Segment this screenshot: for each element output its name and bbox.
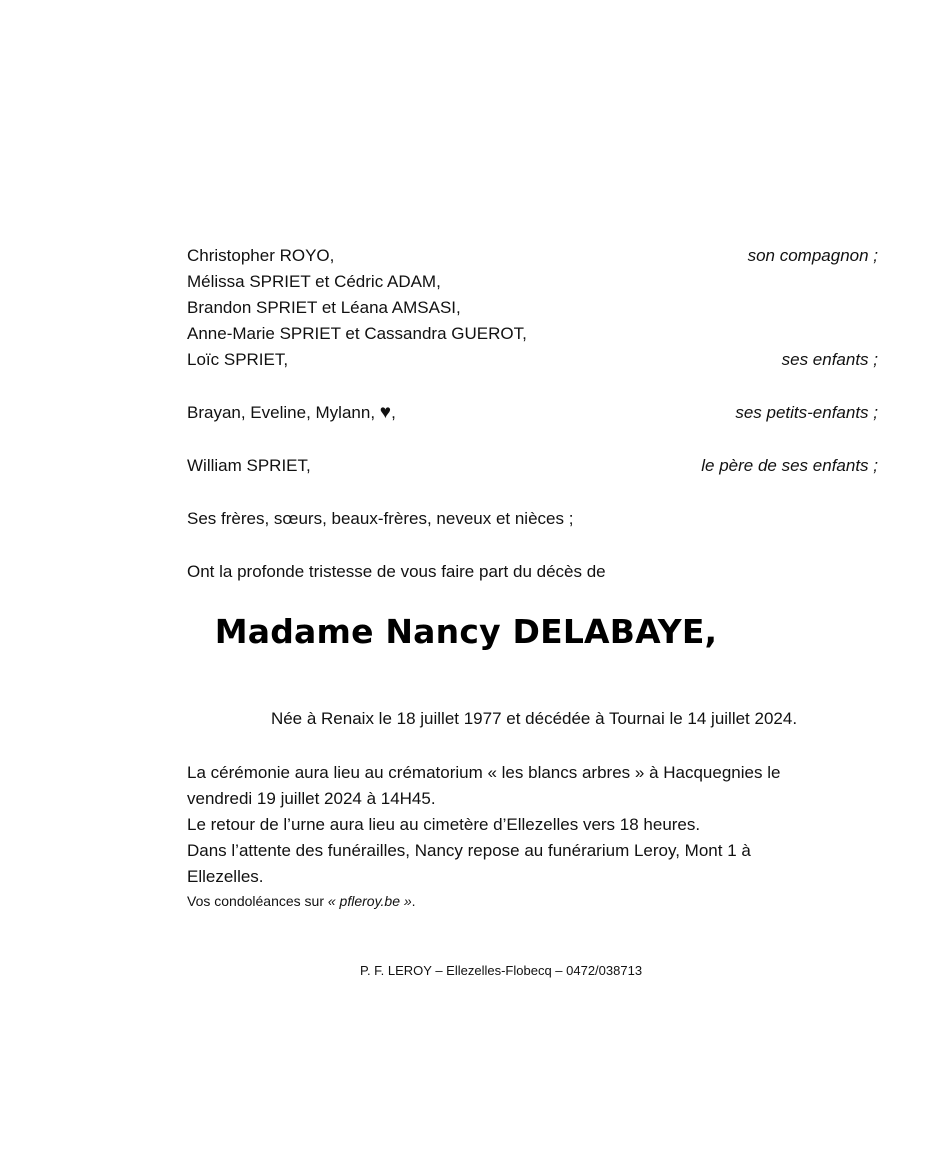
siblings-line: Ses frères, sœurs, beaux-frères, neveux et nièces ; <box>187 509 574 528</box>
condolences-link[interactable]: « pfleroy.be » <box>327 893 412 909</box>
ceremony-line-2: vendredi 19 juillet 2024 à 14H45. <box>187 789 436 808</box>
child-line-2: Brandon SPRIET et Léana AMSASI, <box>187 298 461 317</box>
rest-line-2: Ellezelles. <box>187 867 264 886</box>
birth-death-dates: Née à Renaix le 18 juillet 1977 et décédée à Tournai le 14 juillet 2024. <box>270 709 798 728</box>
grandchildren-trail: , <box>391 403 396 422</box>
funeral-info <box>187 760 887 912</box>
grandchildren-names-group <box>187 400 396 426</box>
children-relation: ses enfants ; <box>781 350 878 369</box>
child-line-4: Loïc SPRIET, <box>187 350 289 369</box>
children-row <box>187 347 882 373</box>
condolences-suffix: . <box>411 893 416 909</box>
family-list <box>187 243 882 585</box>
grandchildren-row <box>187 400 882 426</box>
grandchildren-names: Brayan, Eveline, Mylann, <box>187 403 376 422</box>
father-row <box>187 453 882 479</box>
condolences-line <box>187 890 887 912</box>
heart-icon: ♥ <box>379 402 392 423</box>
condolences-prefix: Vos condoléances sur <box>187 893 328 909</box>
companion-row <box>187 243 882 269</box>
child-line-1: Mélissa SPRIET et Cédric ADAM, <box>187 272 441 291</box>
father-relation: le père de ses enfants ; <box>701 456 878 475</box>
child-line-3: Anne-Marie SPRIET et Cassandra GUEROT, <box>187 324 527 343</box>
ceremony-line-1: La cérémonie aura lieu au crématorium « les blancs arbres » à Hacquegnies le <box>187 763 781 782</box>
companion-name: Christopher ROYO, <box>187 246 335 265</box>
rest-line-1: Dans l’attente des funérailles, Nancy repose au funérarium Leroy, Mont 1 à <box>187 841 751 860</box>
urn-line: Le retour de l’urne aura lieu au cimetère d’Ellezelles vers 18 heures. <box>187 815 701 834</box>
grandchildren-relation: ses petits-enfants ; <box>735 403 878 422</box>
companion-relation: son compagnon ; <box>747 246 878 265</box>
deceased-name: Madame Nancy DELABAYE, <box>214 612 718 651</box>
announcement-line: Ont la profonde tristesse de vous faire part du décès de <box>187 562 606 581</box>
funeral-home-footer: P. F. LEROY – Ellezelles-Flobecq – 0472/038713 <box>359 963 643 978</box>
father-name: William SPRIET, <box>187 456 311 475</box>
